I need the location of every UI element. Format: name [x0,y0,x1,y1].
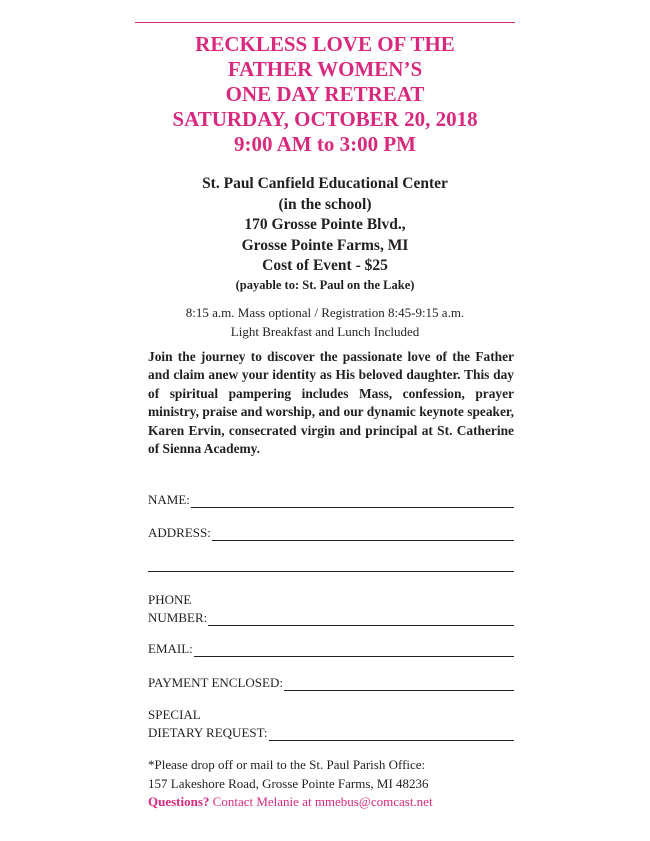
email-field[interactable] [148,641,514,657]
contact-text: Contact Melanie at mmebus@comcast.net [209,794,433,809]
name-label: NAME: [148,492,190,507]
schedule-block [0,303,650,341]
event-description [148,348,514,458]
dietary-label-line-1: SPECIAL [148,707,201,722]
payment-field[interactable] [148,675,514,691]
name-input-line[interactable] [191,493,514,508]
email-input-line[interactable] [194,642,514,657]
phone-label-line-1: PHONE [148,592,192,607]
schedule-line-2: Light Breakfast and Lunch Included [230,324,420,339]
event-title [0,32,650,157]
email-label: EMAIL: [148,641,193,656]
title-line-2: FATHER WOMEN’S [227,57,423,81]
top-divider [135,22,515,23]
event-time: 9:00 AM to 3:00 PM [234,132,416,156]
event-date: SATURDAY, OCTOBER 20, 2018 [172,107,478,131]
address-label: ADDRESS: [148,525,211,540]
dietary-field[interactable] [148,707,514,741]
questions-label: Questions? [148,794,210,809]
dietary-label-line-2: DIETARY REQUEST: [148,725,268,740]
contact-line [148,793,528,812]
phone-field[interactable] [148,592,514,626]
title-line-3: ONE DAY RETREAT [225,82,425,106]
title-line-1: RECKLESS LOVE OF THE [195,32,455,56]
address-field[interactable] [148,525,514,541]
venue-block [0,174,650,294]
payment-input-line[interactable] [284,676,514,691]
venue-note: (in the school) [278,195,372,213]
phone-label-line-2: NUMBER: [148,610,208,625]
payment-label: PAYMENT ENCLOSED: [148,675,283,690]
parish-address: 157 Lakeshore Road, Grosse Pointe Farms, MI 48236 [148,775,429,791]
schedule-line-1: 8:15 a.m. Mass optional / Registration 8:45-9:15 a.m. [185,305,465,320]
payable-note: (payable to: St. Paul on the Lake) [235,277,415,292]
venue-city: Grosse Pointe Farms, MI [241,236,409,254]
venue-name: St. Paul Canfield Educational Center [202,175,448,192]
dietary-input-line[interactable] [269,726,514,741]
drop-off-note: *Please drop off or mail to the St. Paul Parish Office: [148,757,426,772]
footer-block [148,756,528,812]
venue-street: 170 Grosse Pointe Blvd., [244,216,406,233]
phone-input-line[interactable] [208,611,514,626]
address-input-line[interactable] [212,526,514,541]
description-text: Join the journey to discover the passionate love of the Father and claim anew your identity as His beloved daughter. This day of spiritual pampering includes Mass, confession, prayer ministry, praise and worship, and our dynamic keynote speaker, Karen Ervin, consecrated virgin and principal at St. Catherine of Sienna Academy. [148,349,514,457]
name-field[interactable] [148,492,514,508]
address-second-line[interactable] [148,571,514,572]
event-cost: Cost of Event - $25 [262,257,388,274]
